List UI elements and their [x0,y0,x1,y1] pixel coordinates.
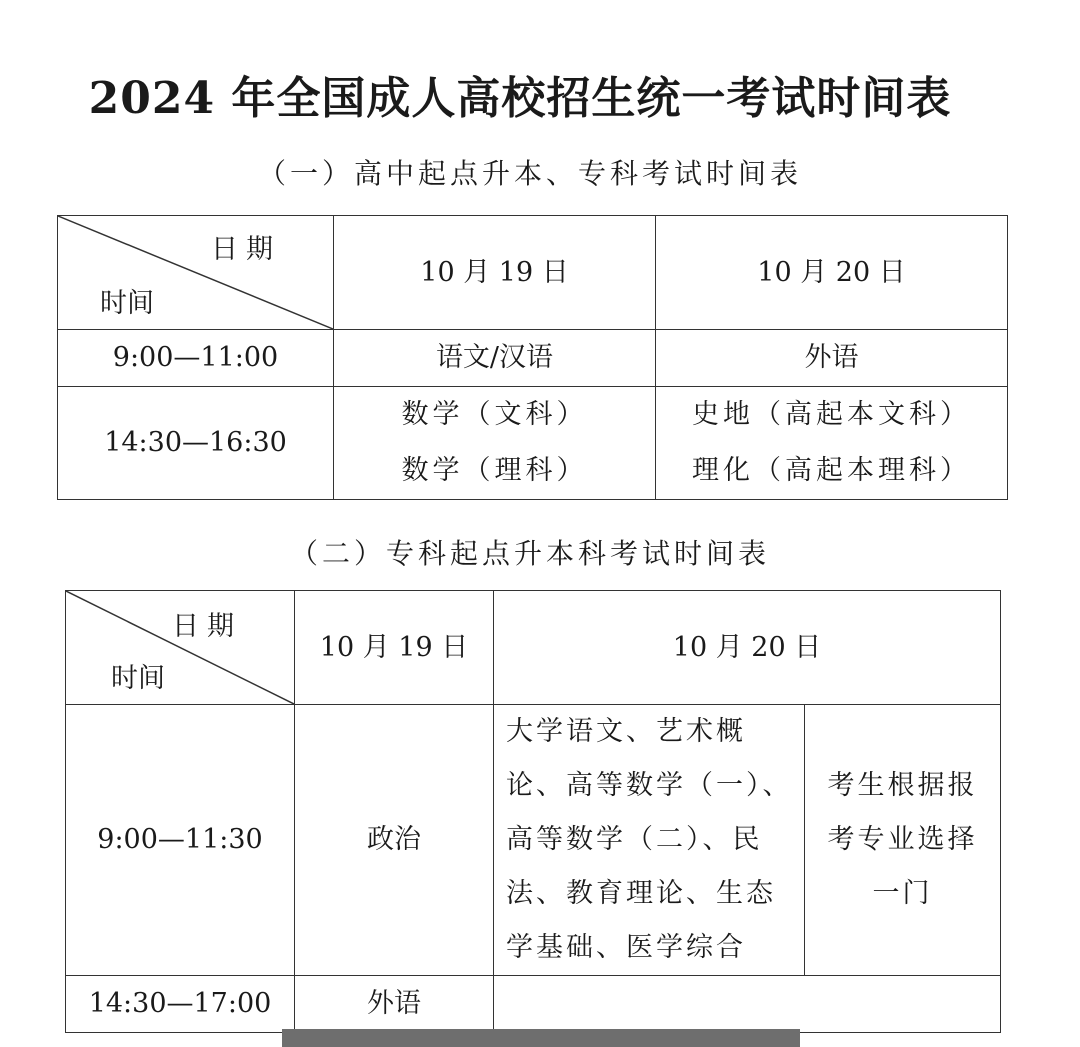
schedule-table-2 [65,590,1001,1033]
scroll-bar[interactable] [282,1029,800,1047]
exam-cell: 外语 [656,330,1008,387]
date-header-1: 10 月 19 日 [295,591,494,705]
time-label: 时间 [100,287,154,319]
diagonal-line [66,591,294,704]
date-header-2: 10 月 20 日 [494,591,1001,705]
table-row [58,330,1008,387]
exam-cell [656,387,1008,500]
table-row [58,387,1008,500]
table-header-row [58,216,1008,330]
date-label: 日期 [211,234,281,265]
time-cell: 9:00—11:30 [66,705,295,976]
time-label: 时间 [111,662,165,694]
section2-heading: （二）专科起点升本科考试时间表 [289,537,770,570]
note-cell [805,705,1001,976]
exam-cell: 政治 [295,705,494,976]
page-title: 2024 年全国成人高校招生统一考试时间表 [88,73,952,124]
section1-heading: （一）高中起点升本、专科考试时间表 [257,157,802,190]
note-line: 考专业选择 [827,824,978,855]
diagonal-header-cell [58,216,334,330]
exam-line: 数学（理科） [401,455,588,486]
subject-line: 法、教育理论、生态 [506,878,776,909]
note-line: 考生根据报 [827,770,978,801]
note-line: 一门 [872,878,933,909]
date-header-1: 10 月 19 日 [334,216,656,330]
date-label: 日期 [172,611,242,642]
subject-line: 大学语文、艺术概 [506,716,746,747]
time-cell: 9:00—11:00 [58,330,334,387]
subject-line: 学基础、医学综合 [506,932,746,963]
exam-line: 理化（高起本理科） [692,455,971,486]
table-row [66,976,1001,1033]
subjects-cell [494,705,805,976]
table-header-row [66,591,1001,705]
exam-line: 史地（高起本文科） [692,399,971,430]
exam-cell: 语文/汉语 [334,330,656,387]
diagonal-header-cell [66,591,295,705]
exam-cell [334,387,656,500]
date-header-2: 10 月 20 日 [656,216,1008,330]
subject-line: 高等数学（二）、民 [506,824,763,855]
table-row [66,705,1001,976]
exam-line: 数学（文科） [401,399,588,430]
exam-cell [494,976,1001,1033]
time-cell: 14:30—17:00 [66,976,295,1033]
exam-cell: 外语 [295,976,494,1033]
time-cell: 14:30—16:30 [58,387,334,500]
schedule-table-1 [57,215,1008,500]
subject-line: 论、高等数学（一）、 [506,770,793,801]
